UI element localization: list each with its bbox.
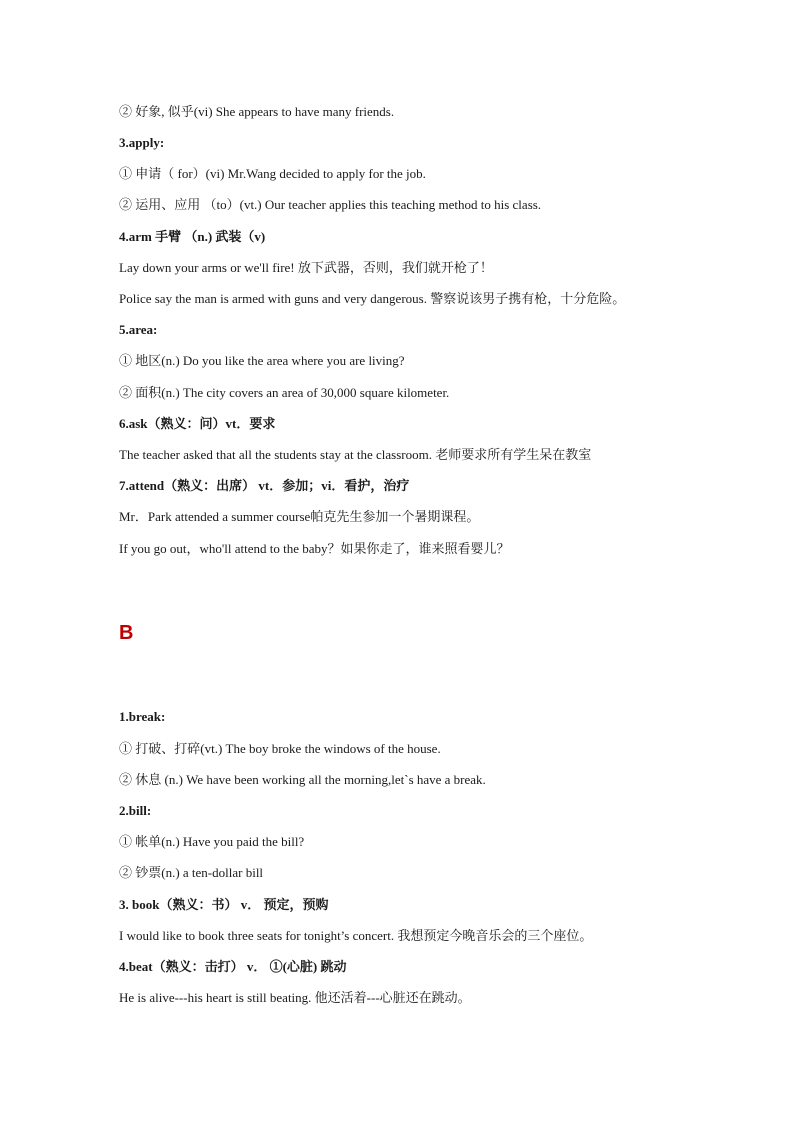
text-line: The teacher asked that all the students stay at the classroom. 老师要求所有学生呆在教室 (119, 447, 592, 462)
section-heading-b: B (119, 622, 134, 644)
text-line: Mr．Park attended a summer course帕克先生参加一个暑期课程。 (119, 509, 480, 524)
entry-heading: 4.arm 手臂 （n.) 武装（v) (119, 229, 266, 244)
text-line: I would like to book three seats for tonight’s concert. 我想预定今晚音乐会的三个座位。 (119, 928, 593, 943)
text-line: ① 打破、打碎(vt.) The boy broke the windows of the house. (119, 741, 441, 756)
text-line: Lay down your arms or we'll fire! 放下武器，否则，我们就开枪了！ (119, 260, 493, 275)
text-line: Police say the man is armed with guns and very dangerous. 警察说该男子携有枪，十分危险。 (119, 291, 626, 306)
entry-heading: 2.bill: (119, 803, 152, 818)
text-line: ② 钞票(n.) a ten-dollar bill (119, 865, 264, 880)
text-line: He is alive---his heart is still beating. 他还活着---心脏还在跳动。 (119, 990, 471, 1005)
text-line: ② 面积(n.) The city covers an area of 30,000 square kilometer. (119, 385, 450, 400)
text-line: ② 休息 (n.) We have been working all the morning,let`s have a break. (119, 772, 486, 787)
entry-heading: 3. book（熟义：书） v． 预定，预购 (119, 897, 329, 912)
text-line: ② 运用、应用 （to）(vt.) Our teacher applies this teaching method to his class. (119, 197, 542, 212)
text-line: ② 好象, 似乎(vi) She appears to have many friends. (119, 104, 395, 119)
text-line: ① 申请（ for）(vi) Mr.Wang decided to apply for the job. (119, 166, 426, 181)
entry-heading: 4.beat（熟义：击打） v． ①(心脏) 跳动 (119, 959, 347, 974)
entry-heading: 6.ask（熟义：问）vt．要求 (119, 416, 276, 431)
text-line: ① 地区(n.) Do you like the area where you are living? (119, 353, 405, 368)
entry-heading: 1.break: (119, 709, 166, 724)
text-line: ① 帐单(n.) Have you paid the bill? (119, 834, 305, 849)
text-line: If you go out，who'll attend to the baby？如果你走了，谁来照看婴儿？ (119, 541, 510, 556)
entry-heading: 3.apply: (119, 135, 165, 150)
entry-heading: 5.area: (119, 322, 158, 337)
entry-heading: 7.attend（熟义：出席） vt．参加；vi．看护，治疗 (119, 478, 410, 493)
